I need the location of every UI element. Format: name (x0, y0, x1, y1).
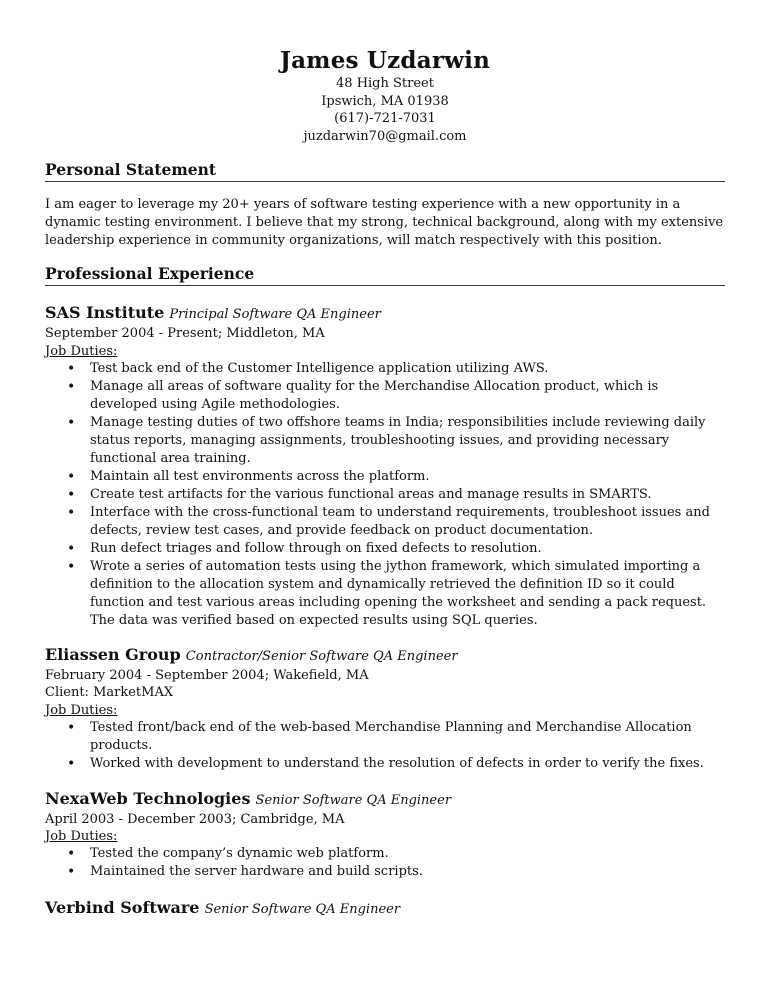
job-role: Senior Software QA Engineer (204, 902, 401, 917)
duty-item: • Manage testing duties of two offshore teams in India; responsibilities include reviewing daily status reports, managing assignments, troubleshooting issues, and providing necessary functional area training. (45, 414, 725, 468)
section-title-personal-statement: Personal Statement (45, 160, 725, 182)
duty-item: • Tested front/back end of the web-based Merchandise Planning and Merchandise Allocation products. (45, 719, 725, 755)
job-heading (45, 645, 725, 667)
section-title-professional-experience: Professional Experience (45, 264, 725, 286)
duty-item: • Test back end of the Customer Intelligence application utilizing AWS. (45, 360, 725, 378)
address-city: Ipswich, MA 01938 (321, 93, 449, 109)
duty-item: • Create test artifacts for the various functional areas and manage results in SMARTS. (45, 486, 725, 504)
job-dates: September 2004 - Present; Middleton, MA (45, 326, 325, 341)
duty-item: • Tested the company’s dynamic web platform. (45, 845, 725, 863)
email-address: juzdarwin70@gmail.com (303, 128, 467, 144)
job-duties-label: Job Duties: (45, 702, 118, 718)
candidate-name: James Uzdarwin (280, 47, 490, 74)
job-client: Client: MarketMAX (45, 685, 174, 700)
job-heading (45, 789, 725, 811)
duties-list (45, 845, 725, 881)
job-entry (45, 303, 725, 630)
company-name: NexaWeb Technologies (45, 788, 251, 808)
job-duties-label: Job Duties: (45, 343, 118, 359)
duties-list (45, 360, 725, 630)
job-role: Contractor/Senior Software QA Engineer (185, 648, 458, 664)
job-heading (45, 898, 725, 920)
duty-item: • Maintain all test environments across the platform. (45, 468, 725, 486)
duty-item: • Wrote a series of automation tests using the jython framework, which simulated importing a definition to the allocation system and dynamically retrieved the definition ID so it could function and test various areas including opening the worksheet and sending a pack request. The data was verified based on expected results using SQL queries. (45, 558, 725, 630)
company-name: Eliassen Group (45, 644, 181, 664)
job-entry (45, 898, 725, 920)
duty-item: • Worked with development to understand the resolution of defects in order to verify the fixes. (45, 755, 725, 773)
job-dates: April 2003 - December 2003; Cambridge, MA (45, 811, 345, 827)
duty-item: • Interface with the cross-functional team to understand requirements, troubleshoot issues and defects, review test cases, and provide feedback on product documentation. (45, 504, 725, 540)
resume-header (45, 47, 725, 145)
job-heading (45, 303, 725, 325)
job-entry (45, 789, 725, 882)
duties-list (45, 719, 725, 773)
duty-item: • Manage all areas of software quality for the Merchandise Allocation product, which is developed using Agile methodologies. (45, 378, 725, 414)
personal-statement-text: I am eager to leverage my 20+ years of software testing experience with a new opportunity in a dynamic testing environment. I believe that my strong, technical background, along with my extensive leadership experience in community organizations, will match respectively with this position. (45, 197, 724, 248)
job-entry (45, 645, 725, 773)
company-name: Verbind Software (45, 898, 200, 917)
duty-item: • Maintained the server hardware and build scripts. (45, 863, 725, 881)
job-role: Senior Software QA Engineer (255, 792, 452, 808)
resume-page (45, 0, 725, 920)
job-duties-label: Job Duties: (45, 829, 118, 844)
company-name: SAS Institute (45, 303, 165, 322)
job-role: Principal Software QA Engineer (169, 307, 381, 322)
phone-number: (617)-721-7031 (334, 111, 436, 126)
address-street: 48 High Street (336, 76, 434, 91)
duty-item: • Run defect triages and follow through on fixed defects to resolution. (45, 540, 725, 558)
job-dates: February 2004 - September 2004; Wakefield, MA (45, 667, 369, 683)
